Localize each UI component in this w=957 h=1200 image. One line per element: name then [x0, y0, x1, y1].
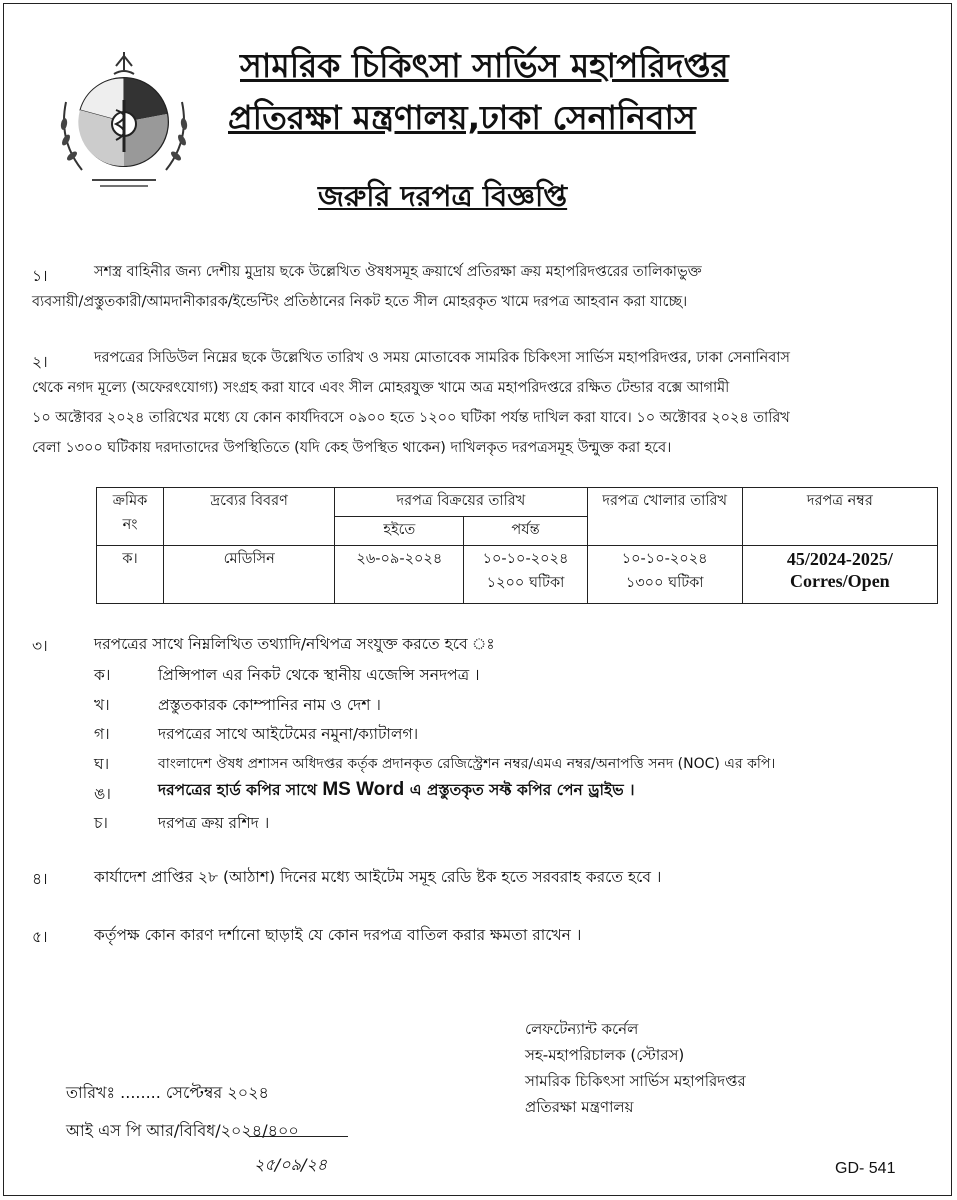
para2-line1: দরপত্রের সিডিউল নিম্নের ছকে উল্লেখিত তারিখ ও সময় মোতাবেক সামরিক চিকিৎসা সার্ভিস মহাপরিদপ্তর, ঢাকা সেনানিবাস [94, 350, 790, 366]
cell-open [587, 546, 742, 604]
list-item [158, 778, 635, 804]
reference-underline [250, 1136, 348, 1137]
item-e-text-c: এ প্রস্তুতকৃত সফ্ট কপির পেন ড্রাইভ । [409, 781, 635, 799]
cell-to-date: ১০-১০-২০২৪ [482, 551, 569, 567]
header-to: পর্যন্ত [464, 517, 587, 546]
cell-from: ২৬-০৯-২০২৪ [335, 546, 464, 604]
para4-number: ৪। [32, 870, 48, 888]
signatory-designation: সহ-মহাপরিচালক (স্টোরস) [525, 1046, 685, 1064]
notice-heading: জরুরি দরপত্র বিজ্ঞপ্তি [318, 179, 568, 213]
date-line: তারিখঃ ........ সেপ্টেম্বর ২০২৪ [66, 1083, 269, 1102]
para2-line3: ১০ অক্টোবর ২০২৪ তারিখের মধ্যে যে কোন কার্যদিবসে ০৯০০ হতে ১২০০ ঘটিকা পর্যন্ত দাখিল করা যাবে। ১০ অক্টোবর ২০২৪ তারিখ [32, 410, 790, 426]
cell-to [464, 546, 587, 604]
header-from: হইতে [335, 517, 464, 546]
office-title: সামরিক চিকিৎসা সার্ভিস মহাপরিদপ্তর [240, 46, 729, 85]
reference-number: আই এস পি আর/বিবিধ/২০২৪/৪০০ [66, 1121, 299, 1140]
item-e-text-a: দরপত্রের হার্ড কপির সাথে [158, 781, 317, 799]
para4-text: কার্যাদেশ প্রাপ্তির ২৮ (আঠাশ) দিনের মধ্যে আইটেম সমূহ রেডি ষ্টক হতে সরবরাহ করতে হবে । [94, 868, 662, 886]
signatory-rank: লেফটেন্যান্ট কর্নেল [525, 1020, 639, 1038]
military-medical-emblem-icon [52, 40, 196, 196]
item-e-ms-word: MS Word [322, 779, 405, 800]
cell-to-time: ১২০০ ঘটিকা [486, 575, 565, 591]
para5-number: ৫। [32, 928, 48, 946]
header-sale-date: দরপত্র বিক্রয়ের তারিখ [335, 488, 587, 517]
table-row [97, 546, 938, 604]
cell-item: মেডিসিন [164, 546, 335, 604]
signatory-ministry: প্রতিরক্ষা মন্ত্রণালয় [525, 1098, 634, 1116]
list-item-label: ঘ। [94, 755, 110, 773]
para1-line2: ব্যবসায়ী/প্রস্তুতকারী/আমদানীকারক/ইন্ডেন্টিং প্রতিষ্ঠানের নিকট হতে সীল মোহরকৃত খামে দরপত্র আহবান করা যাচ্ছে। [32, 294, 688, 310]
list-item-label: চ। [94, 814, 108, 832]
para3-intro: দরপত্রের সাথে নিম্নলিখিত তথ্যাদি/নথিপত্র সংযুক্ত করতে হবে ঃ [94, 635, 495, 653]
handwritten-date: ২৫/০৯/২৪ [254, 1155, 328, 1174]
para1-number: ১। [32, 267, 48, 285]
list-item-label: ঙ। [94, 785, 111, 803]
form-code: GD- 541 [835, 1160, 896, 1177]
cell-serial: ক। [97, 546, 164, 604]
signatory-office: সামরিক চিকিৎসা সার্ভিস মহাপরিদপ্তর [525, 1072, 746, 1090]
para3-number: ৩। [32, 637, 48, 655]
para1-line1: সশস্ত্র বাহিনীর জন্য দেশীয় মুদ্রায় ছকে উল্লেখিত ঔষধসমূহ ক্রয়ার্থে প্রতিরক্ষা ক্রয় মহাপরিদপ্তরের তালিকাভুক্ত [94, 264, 702, 280]
list-item: প্রস্তুতকারক কোম্পানির নাম ও দেশ । [158, 696, 381, 714]
list-item: প্রিন্সিপাল এর নিকট থেকে স্থানীয় এজেন্সি সনদপত্র । [158, 666, 480, 684]
cell-tender-no [742, 546, 937, 604]
header-serial-line1: ক্রমিক [112, 493, 148, 509]
cell-open-time: ১৩০০ ঘটিকা [625, 575, 704, 591]
tender-no-line2: Corres/Open [790, 571, 890, 591]
cell-open-date: ১০-১০-২০২৪ [621, 551, 708, 567]
header-serial [97, 488, 164, 546]
list-item: দরপত্রের সাথে আইটেমের নমুনা/ক্যাটালগ। [158, 725, 419, 743]
list-item: দরপত্র ক্রয় রশিদ । [158, 814, 270, 832]
header-tender-no: দরপত্র নম্বর [742, 488, 937, 546]
tender-table [96, 487, 938, 604]
para2-number: ২। [32, 353, 48, 371]
list-item-label: খ। [94, 696, 110, 714]
para2-line4: বেলা ১৩০০ ঘটিকায় দরদাতাদের উপস্থিতিতে (যদি কেহ উপস্থিত থাকেন) দাখিলকৃত দরপত্রসমূহ উন্মুক্ত করা হবে। [32, 440, 672, 456]
para5-text: কর্তৃপক্ষ কোন কারণ দর্শানো ছাড়াই যে কোন দরপত্র বাতিল করার ক্ষমতা রাখেন । [94, 926, 582, 944]
tender-no-line1: 45/2024-2025/ [786, 549, 893, 569]
ministry-title: প্রতিরক্ষা মন্ত্রণালয়,ঢাকা সেনানিবাস [228, 98, 696, 137]
header-open-date: দরপত্র খোলার তারিখ [587, 488, 742, 546]
signature-block [525, 1016, 746, 1120]
list-item-label: ক। [94, 666, 111, 684]
list-item-label: গ। [94, 725, 110, 743]
header-serial-line2: নং [122, 517, 138, 533]
para2-line2: থেকে নগদ মূল্যে (অফেরৎযোগ্য) সংগ্রহ করা যাবে এবং সীল মোহরযুক্ত খামে অত্র মহাপরিদপ্তরে রক্ষিত টেন্ডার বক্সে আগামী [32, 380, 730, 396]
list-item: বাংলাদেশ ঔষধ প্রশাসন অধিদপ্তর কর্তৃক প্রদানকৃত রেজিস্ট্রেশন নম্বর/এমএ নম্বর/অনাপত্তি সনদ (NOC) এর কপি। [158, 756, 776, 772]
header-item: দ্রব্যের বিবরণ [164, 488, 335, 546]
